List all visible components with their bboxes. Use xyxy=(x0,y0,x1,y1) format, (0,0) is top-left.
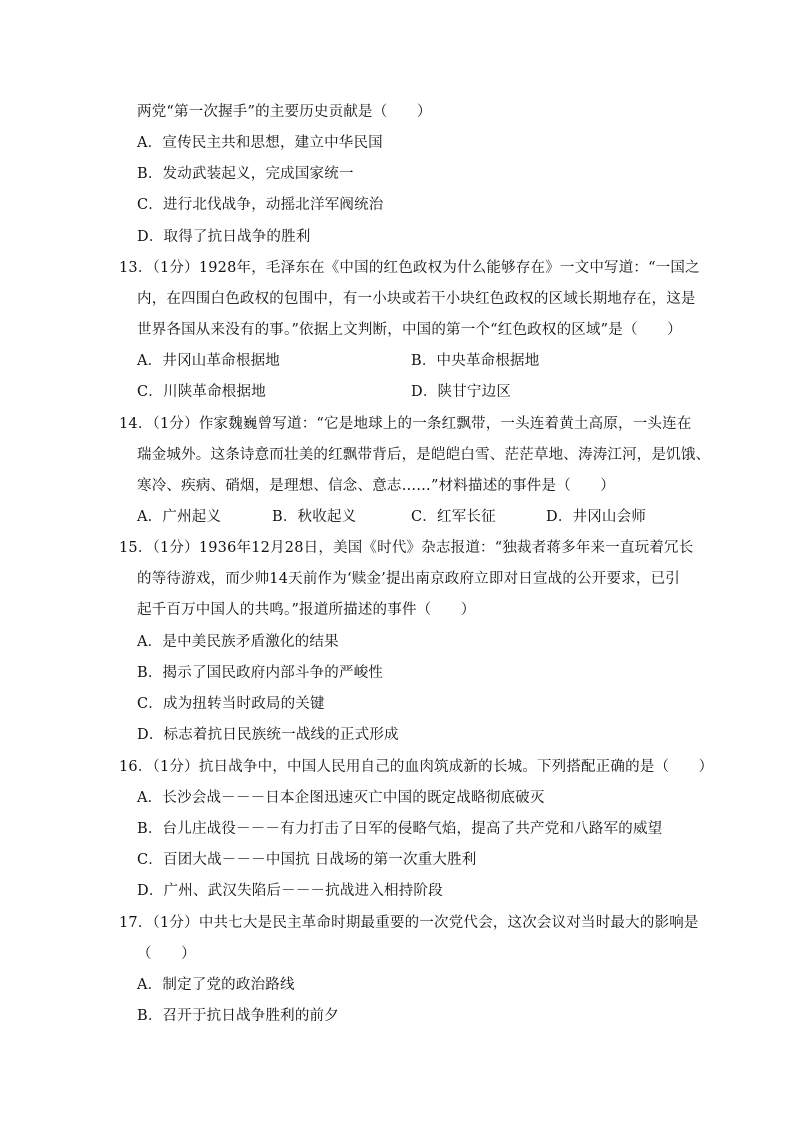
q16-option-d: D．广州、武汉失陷后－－－抗战进入相持阶段 xyxy=(137,883,443,899)
q14-option-c: C．红军长征 xyxy=(411,509,496,525)
q12-stem-tail: 两党“第一次握手”的主要历史贡献是（ ） xyxy=(137,104,432,120)
q14-option-b: B．秋收起义 xyxy=(272,509,357,525)
q15-stem-line-2: 的等待游戏，而少帅14天前作为‘赎金’提出南京政府立即对日宣战的公开要求，已引 xyxy=(137,571,680,587)
q13-option-d: D．陕甘宁边区 xyxy=(411,384,512,400)
q15-option-d: D．标志着抗日民族统一战线的正式形成 xyxy=(137,727,399,743)
q14-option-d: D．井冈山会师 xyxy=(546,509,647,525)
q13-stem-line-2: 内，在四围白色政权的包围中，有一小块或若干小块红色政权的区域长期地存在，这是 xyxy=(137,291,696,307)
q13-option-a: A．井冈山革命根据地 xyxy=(137,353,280,369)
q12-option-a: A．宣传民主共和思想，建立中华民国 xyxy=(137,135,383,151)
q16-option-b: B．台儿庄战役－－－有力打击了日军的侵略气焰，提高了共产党和八路军的威望 xyxy=(137,821,663,837)
q17-stem-line-2: （ ） xyxy=(137,946,196,962)
q14-stem-line-2: 瑞金城外。这条诗意而壮美的红飘带背后，是皑皑白雪、茫茫草地、涛涛江河，是饥饿、 xyxy=(137,447,711,463)
q13-stem-line-3: 世界各国从来没有的事。”依据上文判断，中国的第一个“红色政权的区域”是（ ） xyxy=(137,322,682,338)
q15-stem-line-3: 起千百万中国人的共鸣。”报道所描述的事件（ ） xyxy=(137,602,476,618)
q16-stem-line-1: 16．（1分）抗日战争中，中国人民用自己的血肉筑成新的长城。下列搭配正确的是（ ） xyxy=(119,759,714,775)
q15-stem-line-1: 15．（1分）1936年12月28日，美国《时代》杂志报道：“独裁者蒋多年来一直玩着冗长 xyxy=(119,540,694,556)
q16-option-a: A．长沙会战－－－日本企图迅速灭亡中国的既定战略彻底破灭 xyxy=(137,790,545,806)
q12-option-b: B．发动武装起义，完成国家统一 xyxy=(137,166,354,182)
q12-option-d: D．取得了抗日战争的胜利 xyxy=(137,229,311,245)
q14-stem-line-1: 14．（1分）作家魏巍曾写道：“它是地球上的一条红飘带，一头连着黄土高原，一头连在 xyxy=(119,416,692,432)
q16-option-c: C．百团大战－－－中国抗 日战场的第一次重大胜利 xyxy=(137,852,477,868)
q14-stem-line-3: 寒冷、疾病、硝烟，是理想、信念、意志……”材料描述的事件是（ ） xyxy=(137,478,616,494)
q13-stem-line-1: 13．（1分）1928年，毛泽东在《中国的红色政权为什么能够存在》一文中写道：“一国之 xyxy=(119,260,700,276)
q13-option-b: B．中央革命根据地 xyxy=(411,353,540,369)
q12-option-c: C．进行北伐战争，动摇北洋军阀统治 xyxy=(137,197,384,213)
q17-option-b: B．召开于抗日战争胜利的前夕 xyxy=(137,1008,339,1024)
q13-option-c: C．川陕革命根据地 xyxy=(137,384,266,400)
q15-option-a: A．是中美民族矛盾激化的结果 xyxy=(137,634,339,650)
q14-option-a: A．广州起义 xyxy=(137,509,222,525)
q17-stem-line-1: 17．（1分）中共七大是民主革命时期最重要的一次党代会，这次会议对当时最大的影响是 xyxy=(119,915,699,931)
q17-option-a: A．制定了党的政治路线 xyxy=(137,977,295,993)
q15-option-b: B．揭示了国民政府内部斗争的严峻性 xyxy=(137,665,384,681)
q15-option-c: C．成为扭转当时政局的关键 xyxy=(137,696,325,712)
